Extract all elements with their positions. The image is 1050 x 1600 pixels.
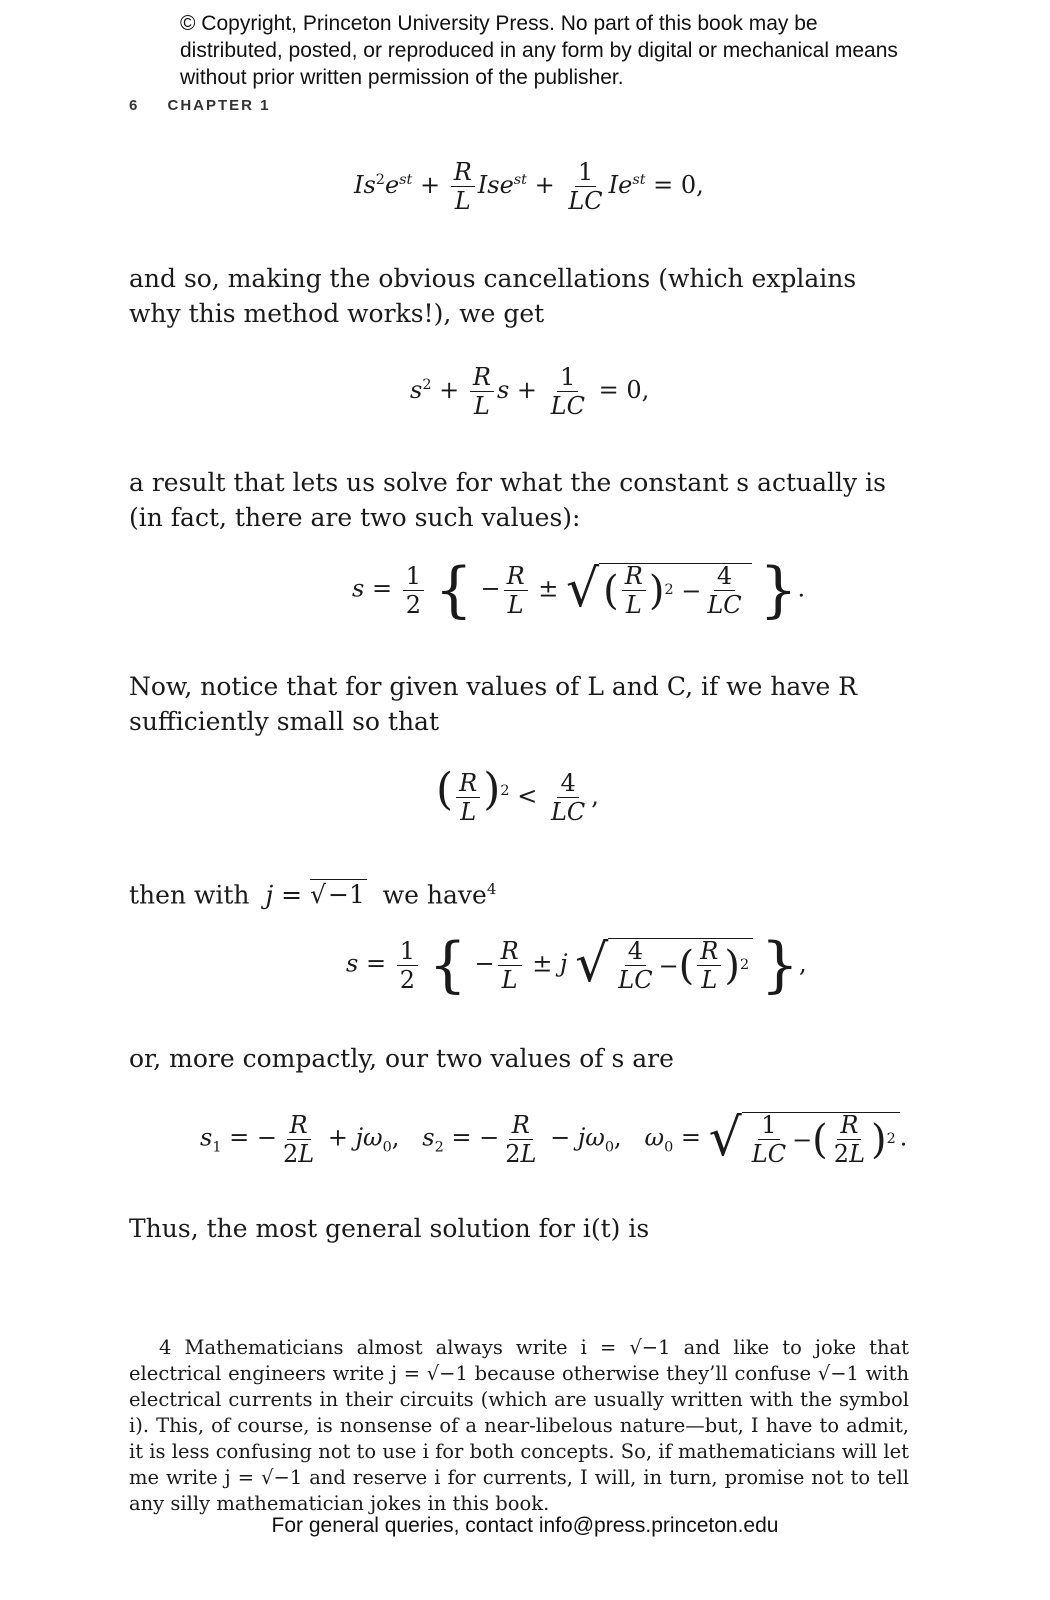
footnote-ref: 4 <box>486 880 497 898</box>
page-number: 6 <box>129 97 140 114</box>
footnote <box>129 1335 909 1517</box>
paragraph-4-before: then with <box>129 880 250 910</box>
equation-4: ( $\frac{R}{L}$ )$^2$ < $\frac{4}{LC}$ , <box>436 764 599 826</box>
paragraph-6: Thus, the most general solution for i(t) is <box>129 1214 650 1243</box>
chapter-label: CHAPTER 1 <box>167 97 271 114</box>
copyright-notice: © Copyright, Princeton University Press. No part of this book may be distributed, posted, or reproduced in any form by digital or mechanical means without prior written permission of the publisher. <box>180 12 898 89</box>
paragraph-3: Now, notice that for given values of L and C, if we have R sufficiently small so that <box>129 672 858 736</box>
paragraph-1: and so, making the obvious cancellations (which explains why this method works!), we get <box>129 264 857 328</box>
paragraph-5: or, more compactly, our two values of s are <box>129 1044 674 1073</box>
paragraph-4-after: we have <box>382 880 487 910</box>
footer-contact: For general queries, contact info@press.princeton.edu <box>271 1514 779 1537</box>
paragraph-2: a result that lets us solve for what the constant s actually is (in fact, there are two such values): <box>129 468 886 532</box>
running-head <box>129 97 271 114</box>
equation-3: s = $\frac{1}{2}$ { − $\frac{R}{L}$ ± √ ( $\frac{R}{L}$ ) 2 − $\frac{4}{LC}$ }. <box>352 555 806 625</box>
equation-2: $s^2$ + $\frac{R}{L}$ s + $\frac{1}{LC}$ = 0, <box>410 363 650 420</box>
paragraph-4: then with j = √−1 we have$^4$ <box>129 880 497 910</box>
equation-5: s = $\frac{1}{2}$ { − $\frac{R}{L}$ ± j √ $\frac{4}{LC}$ − ( $\frac{R}{L}$ ) 2 }, <box>346 930 807 1000</box>
equation-1: $Is^2e^{st}$ + $\frac{R}{L}$ Ise$^{st}$ + $\frac{1}{LC}$ $Ie^{st} = 0$, <box>354 158 704 215</box>
footnote-text: Mathematicians almost always write i = √−1 and like to joke that electrical engineers write j = √−1 because otherwise they’ll confuse √−1 with electrical currents in their circuits (which are usually written with the symbol i). This, of course, is nonsense of a near-libelous nature—but, I have to admit, it is less confusing not to use i for both concepts. So, if mathematicians will let me write j = √−1 and reserve i for currents, I will, in turn, promise not to tell any silly mathematician jokes in this book. <box>129 1336 909 1515</box>
equation-6: $s_1$ = − $\frac{R}{2L}$ + $j\omega_0$, $s_2$ = − $\frac{R}{2L}$ − $j\omega_0$, $\omega_0$ = √ $\frac{1}{LC}$ − ( $\frac{R}{2L}$ ) 2 . <box>200 1108 908 1168</box>
footnote-number: 4 <box>159 1336 172 1359</box>
